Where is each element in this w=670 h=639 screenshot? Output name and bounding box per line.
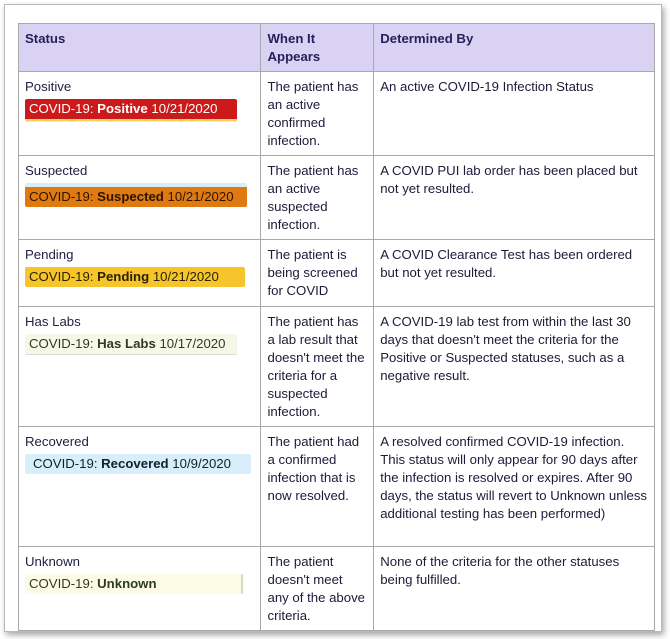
table-row-pending [19, 240, 655, 307]
status-name: Recovered [25, 434, 89, 449]
when-it-appears-cell: The patient had a confirmed infection that is now resolved. [261, 427, 374, 547]
determined-by-cell: A COVID-19 lab test from within the last 30 days that doesn't meet the criteria for the Positive or Suspected statuses, such as a negative result. [374, 307, 655, 427]
badge-label: Unknown [97, 576, 157, 591]
status-cell [19, 72, 261, 156]
determined-by-cell: None of the criteria for the other statuses being fulfilled. [374, 547, 655, 631]
table-row-suspected [19, 156, 655, 240]
badge-date: 10/21/2020 [163, 189, 234, 204]
when-it-appears-cell: The patient has a lab result that doesn't meet the criteria for a suspected infection. [261, 307, 374, 427]
status-cell [19, 240, 261, 307]
badge-label: Pending [97, 269, 150, 284]
badge-date: 10/21/2020 [147, 101, 218, 116]
status-name: Pending [25, 247, 74, 262]
badge-prefix: COVID-19: [29, 101, 98, 116]
determined-by-cell: A COVID Clearance Test has been ordered but not yet resulted. [374, 240, 655, 307]
recovered-status-badge [25, 454, 251, 474]
status-cell [19, 156, 261, 240]
status-name: Positive [25, 79, 72, 94]
determined-by-cell: A resolved confirmed COVID-19 infection. This status will only appear for 90 days after the infection is resolved or expires. After 90 days, the status will revert to Unknown unless additional testing has been performed) [374, 427, 655, 547]
when-it-appears-cell: The patient has an active suspected infection. [261, 156, 374, 240]
positive-status-badge [25, 99, 237, 121]
badge-prefix: COVID-19: [33, 456, 102, 471]
badge-label: Suspected [97, 189, 164, 204]
status-cell [19, 307, 261, 427]
when-it-appears-cell: The patient has an active confirmed infection. [261, 72, 374, 156]
pending-status-badge [25, 267, 245, 287]
badge-prefix: COVID-19: [29, 269, 98, 284]
header-status: Status [19, 24, 261, 72]
badge-date: 10/17/2020 [155, 336, 226, 351]
suspected-status-badge [25, 183, 247, 207]
badge-label: Positive [97, 101, 148, 116]
header-when-it-appears: When It Appears [261, 24, 374, 72]
status-name: Has Labs [25, 314, 81, 329]
table-row-recovered [19, 427, 655, 547]
table-row-positive [19, 72, 655, 156]
badge-label: Recovered [101, 456, 169, 471]
badge-date: 10/9/2020 [168, 456, 231, 471]
badge-prefix: COVID-19: [29, 576, 98, 591]
badge-prefix: COVID-19: [29, 189, 98, 204]
has-labs-status-badge [25, 334, 237, 355]
determined-by-cell: A COVID PUI lab order has been placed but not yet resulted. [374, 156, 655, 240]
covid-status-table [18, 23, 655, 631]
status-cell [19, 427, 261, 547]
badge-label: Has Labs [97, 336, 156, 351]
determined-by-cell: An active COVID-19 Infection Status [374, 72, 655, 156]
badge-date: 10/21/2020 [149, 269, 219, 284]
status-name: Unknown [25, 554, 80, 569]
header-determined-by: Determined By [374, 24, 655, 72]
table-header-row [19, 24, 655, 72]
table-row-unknown [19, 547, 655, 631]
unknown-status-badge [25, 574, 243, 594]
status-cell [19, 547, 261, 631]
document-frame [4, 4, 662, 632]
when-it-appears-cell: The patient is being screened for COVID [261, 240, 374, 307]
badge-prefix: COVID-19: [29, 336, 98, 351]
status-name: Suspected [25, 163, 88, 178]
when-it-appears-cell: The patient doesn't meet any of the above criteria. [261, 547, 374, 631]
table-row-has-labs [19, 307, 655, 427]
